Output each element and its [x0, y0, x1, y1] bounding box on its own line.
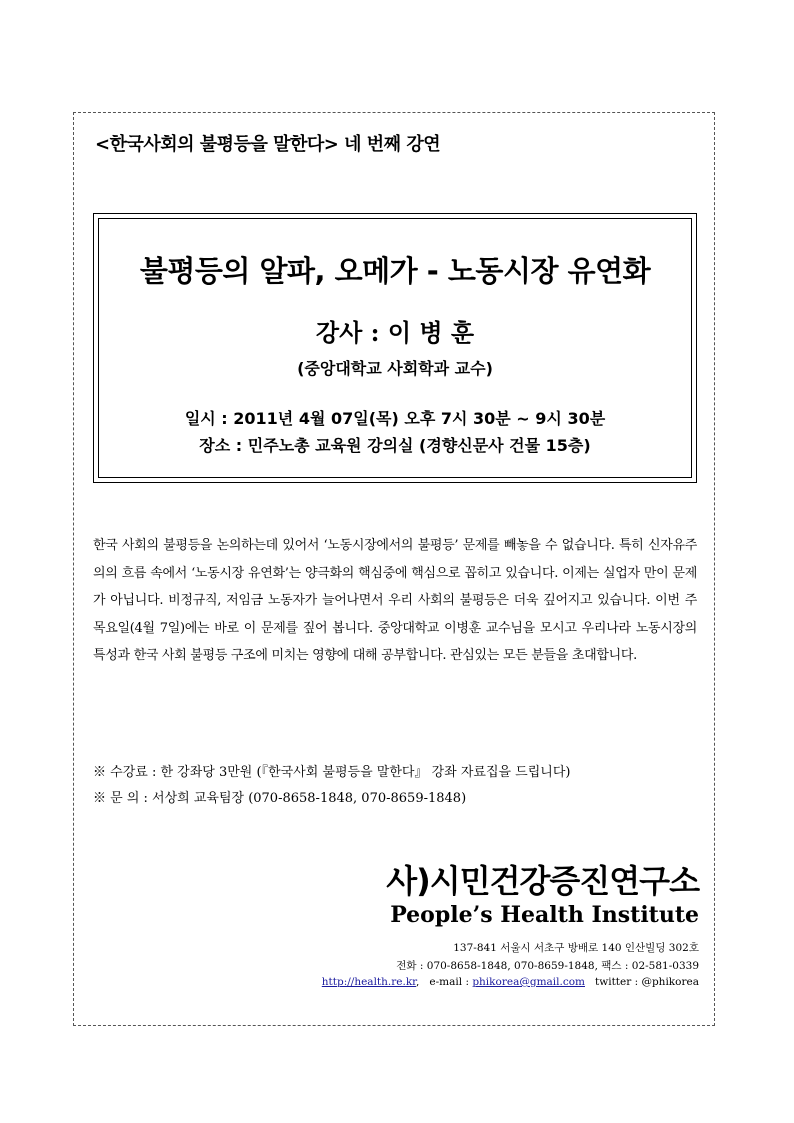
twitter-handle: twitter : @phikorea: [595, 976, 699, 988]
lecture-title: 불평등의 알파, 오메가 - 노동시장 유연화: [139, 254, 651, 288]
lecture-datetime: 일시 : 2011년 4월 07일(목) 오후 7시 30분 ~ 9시 30분: [184, 409, 606, 428]
lecture-venue: 장소 : 민주노총 교육원 강의실 (경향신문사 건물 15층): [199, 436, 591, 455]
email-label: e-mail :: [429, 976, 473, 988]
lecturer-name: 강사 : 이 병 훈: [315, 318, 475, 347]
contact-note: ※ 문 의 : 서상희 교육팀장 (070-8658-1848, 070-8659-1848): [93, 791, 467, 806]
notes: [93, 760, 571, 812]
org-phone: 전화 : 070-8658-1848, 070-8659-1848, 팩스 : 02-581-0339: [396, 960, 699, 972]
org-contacts: http://health.re.kr, e-mail : phikorea@gmail.com twitter : @phikorea: [321, 976, 699, 988]
email-link[interactable]: phikorea@gmail.com: [472, 976, 585, 988]
series-heading: <한국사회의 불평등을 말한다> 네 번째 강연: [95, 134, 441, 155]
fee-note: ※ 수강료 : 한 강좌당 3만원 (『한국사회 불평등을 말한다』 강좌 자료집을 드립니다): [93, 765, 571, 780]
org-name-korean: 사)시민건강증진연구소: [386, 862, 699, 900]
lecturer-affiliation: (중앙대학교 사회학과 교수): [297, 359, 493, 378]
org-name-english: People’s Health Institute: [390, 902, 699, 928]
org-address: 137-841 서울시 서초구 방배로 140 인산빌딩 302호: [453, 942, 699, 954]
website-link[interactable]: http://health.re.kr: [321, 976, 417, 988]
lecture-box: [93, 213, 697, 483]
description-paragraph: 한국 사회의 불평등을 논의하는데 있어서 ‘노동시장에서의 불평등’ 문제를 빼놓을 수 없습니다. 특히 신자유주의의 흐름 속에서 ‘노동시장 유연화’는 양극화의 핵심중에 핵심으로 꼽히고 있습니다. 이제는 실업자 만이 문제가 아닙니다. 비정규직, 저임금 노동자가 늘어나면서 우리 사회의 불평등은 더욱 깊어지고 있습니다. 이번 주 목요일(4월 7일)에는 바로 이 문제를 짚어 봅니다. 중앙대학교 이병훈 교수님을 모시고 우리나라 노동시장의 특성과 한국 사회 불평등 구조에 미치는 영향에 대해 공부합니다. 관심있는 모든 분들을 초대합니다.: [93, 538, 697, 663]
lecture-box-inner: [98, 218, 692, 478]
